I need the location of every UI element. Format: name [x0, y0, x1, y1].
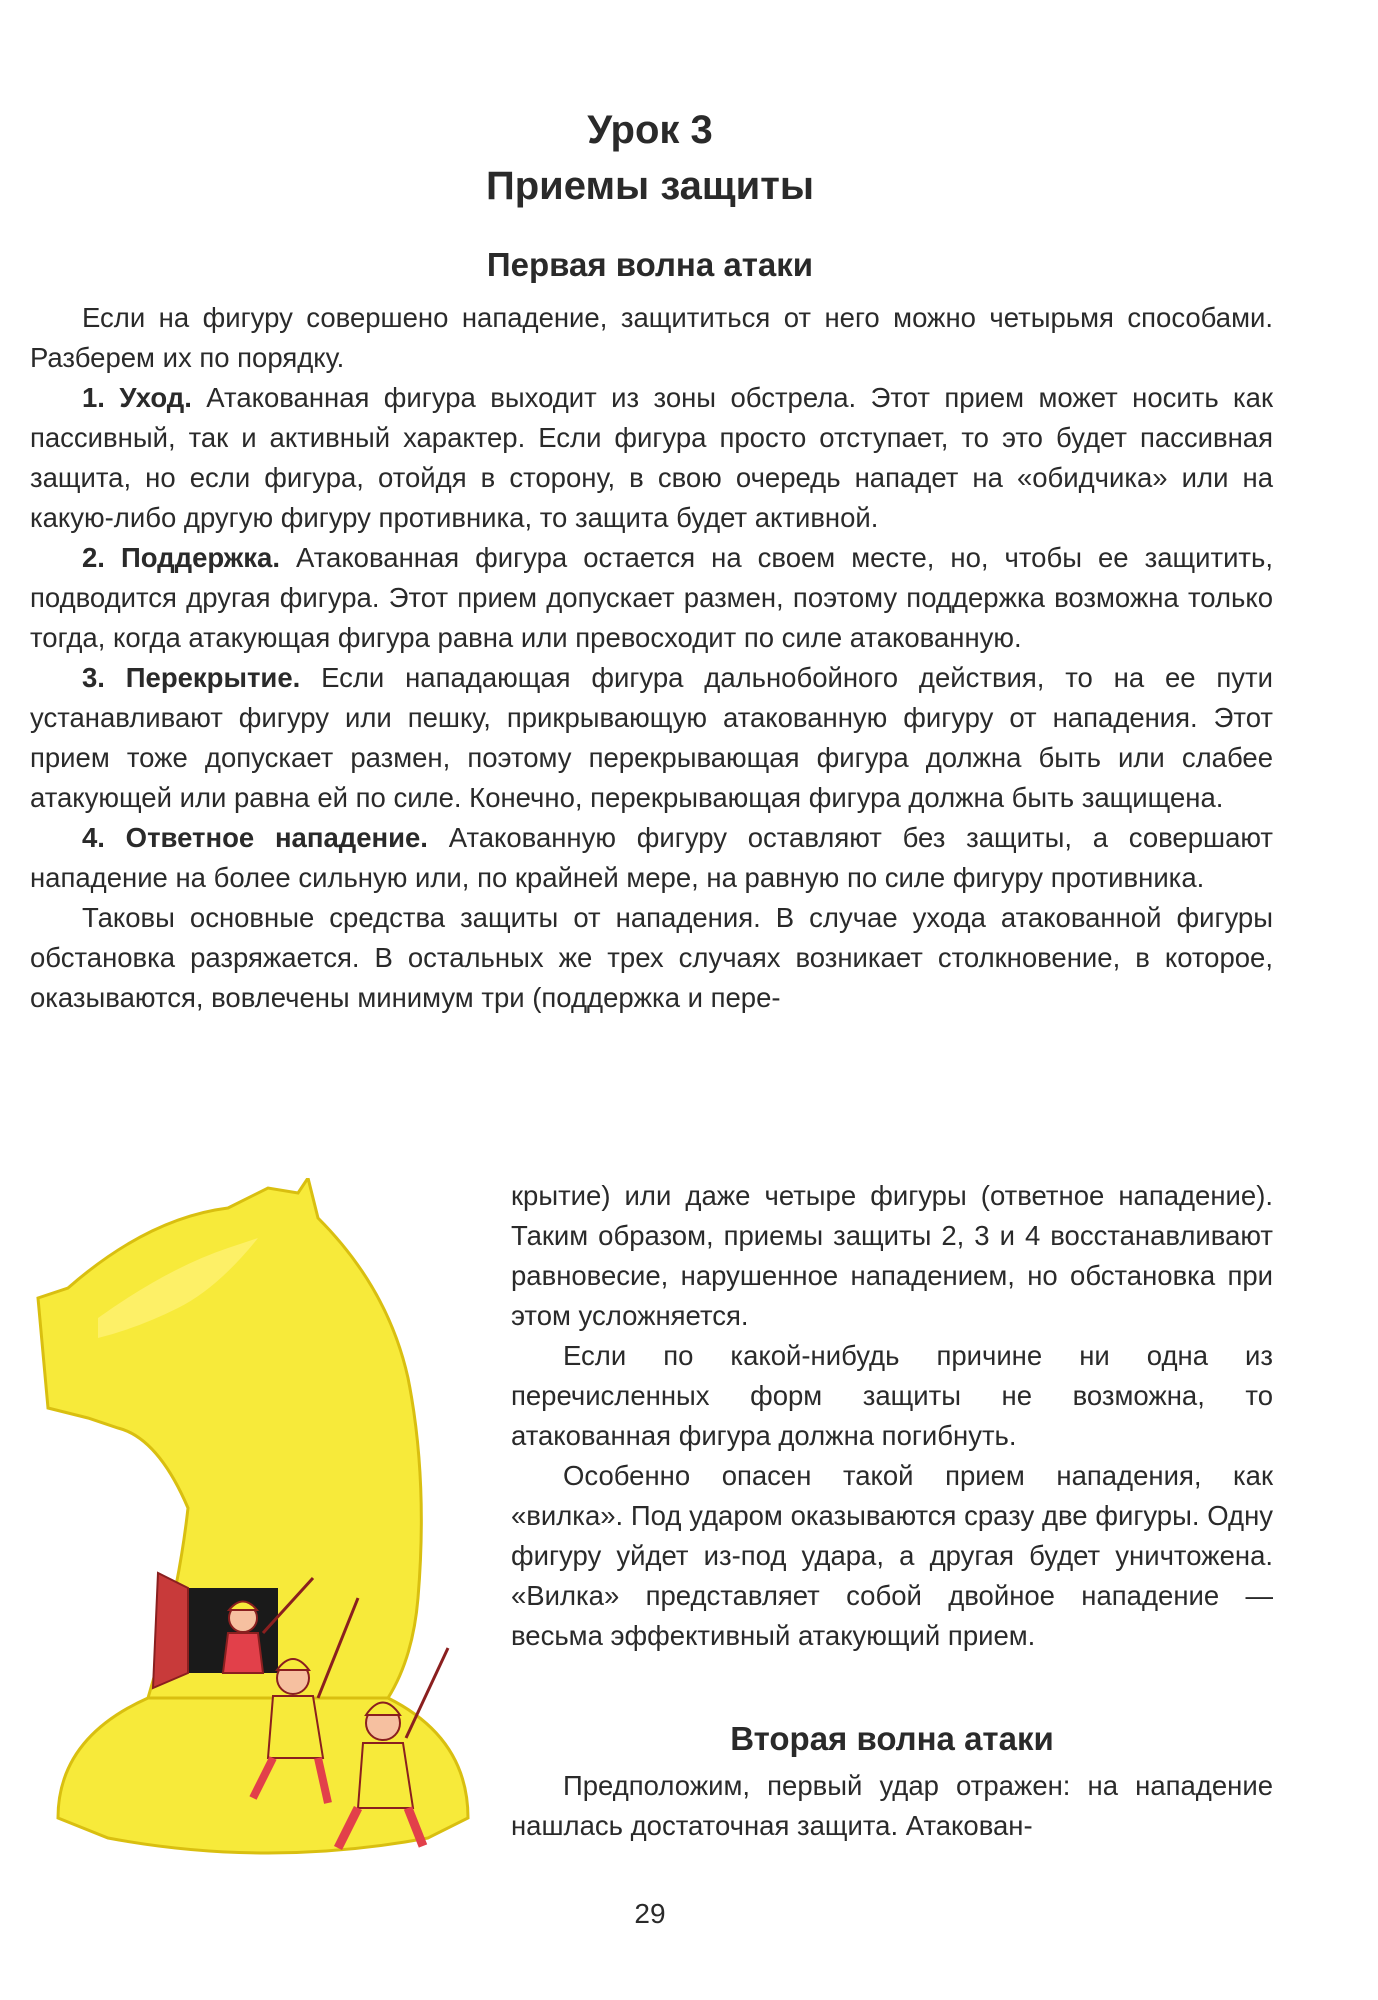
section-heading-second-wave: Вторая волна атаки: [730, 1720, 1054, 1757]
method-text: Атакованная фигура выходит из зоны обстрела. Этот прием может носить как пассивный, так и активный характер. Если фигура просто отступает, то это будет пассивная защита, но если фигура, отойдя в сторону, в свою очередь нападет на «обидчика» или на какую-либо другую фигуру противника, то защита будет активной.: [30, 382, 1273, 533]
soldier-body: [358, 1743, 413, 1808]
soldier-body: [223, 1633, 263, 1673]
method-paragraph-4: [30, 818, 1273, 898]
main-text-block: [30, 298, 1273, 1018]
fork-paragraph: Особенно опасен такой прием нападения, как «вилка». Под ударом оказываются сразу две фигуры. Одну фигуру уйдет из-под удара, а другая будет уничтожена. «Вилка» представляет собой двойное нападение — весьма эффективный атакующий прием.: [511, 1460, 1273, 1651]
method-text: Атакованная фигура остается на своем месте, но, чтобы ее защитить, подводится другая фигура. Этот прием допускает размен, поэтому поддержка возможна только тогда, когда атакующая фигура равна или превосходит по силе атакованную.: [30, 542, 1273, 653]
summary-paragraph-start: Таковы основные средства защиты от нападения. В случае ухода атакованной фигуры обстановка разряжается. В остальных же трех случаях возникает столкновение, в которое, оказываются, вовлечены минимум три (поддержка и пере-: [30, 902, 1273, 1013]
method-paragraph-1: [30, 378, 1273, 538]
lesson-number: Урок 3: [587, 108, 713, 152]
second-wave-text: [511, 1766, 1273, 1846]
second-wave-paragraph: Предположим, первый удар отражен: на нападение нашлась достаточная защита. Атакован-: [511, 1770, 1273, 1841]
soldier-body: [268, 1696, 323, 1758]
no-defense-paragraph: Если по какой-нибудь причине ни одна из перечисленных форм защиты не возможна, то атакованная фигура должна погибнуть.: [511, 1340, 1273, 1451]
method-label: 1. Уход.: [82, 382, 192, 413]
method-paragraph-2: [30, 538, 1273, 658]
method-label: 2. Поддержка.: [82, 542, 280, 573]
intro-paragraph: Если на фигуру совершено нападение, защититься от него можно четырьмя способами. Разберем их по порядку.: [30, 302, 1273, 373]
method-text: Если нападающая фигура дальнобойного действия, то на ее пути устанавливают фигуру или пешку, прикрывающую атакованную фигуру от нападения. Этот прием тоже допускает размен, поэтому перекрывающая фигура должна быть или слабее атакующей или равна ей по силе. Конечно, перекрывающая фигура должна быть защищена.: [30, 662, 1273, 813]
method-label: 3. Перекрытие.: [82, 662, 301, 693]
method-label: 4. Ответное нападение.: [82, 822, 428, 853]
page-number: 29: [634, 1898, 666, 1929]
method-paragraph-3: [30, 658, 1273, 818]
summary-paragraph-end: крытие) или даже четыре фигуры (ответное нападение). Таким образом, приемы защиты 2, 3 и 4 восстанавливают равновесие, нарушенное нападением, но обстановка при этом усложняется.: [511, 1180, 1273, 1331]
lesson-title: Приемы защиты: [485, 164, 815, 208]
section-heading-first-wave: Первая волна атаки: [486, 246, 814, 283]
side-text-block: [511, 1176, 1273, 1656]
knight-illustration: [28, 1178, 518, 1870]
door-panel: [153, 1573, 188, 1688]
method-text: Атакованную фигуру оставляют без защиты, а совершают нападение на более сильную или, по крайней мере, на равную по силе фигуру противника.: [30, 822, 1273, 893]
